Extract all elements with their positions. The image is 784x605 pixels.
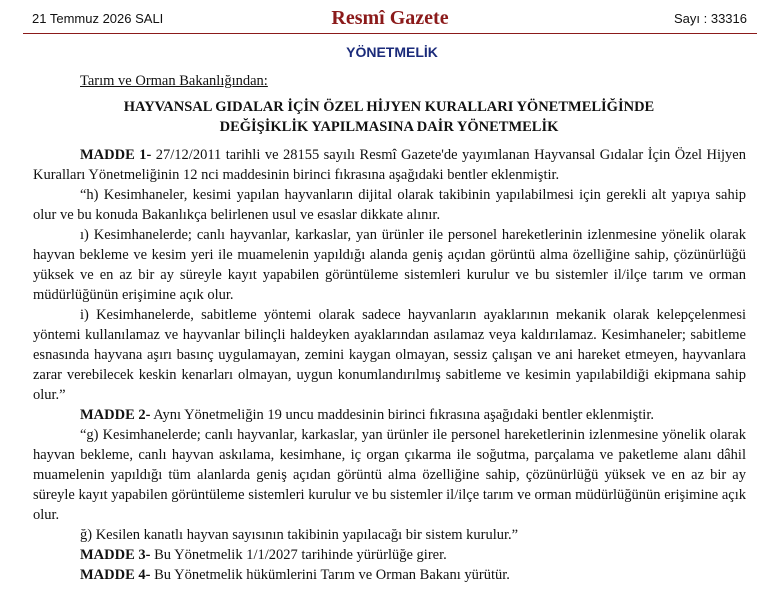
article-2: [33, 405, 746, 425]
regulation-body: [33, 145, 746, 585]
regulation-title-line-1: HAYVANSAL GIDALAR İÇİN ÖZEL HİJYEN KURALLARI YÖNETMELİĞİNDE: [123, 99, 655, 115]
clause-soft-g: ğ) Kesilen kanatlı hayvan sayısının takibinin yapılacağı bir sistem kurulur.”: [80, 527, 519, 543]
clause-g: “g) Kesimhanelerde; canlı hayvanlar, karkaslar, yan ürünler ile personel hareketlerinin izlenmesine yönelik olarak hayvan bekleme, canlı hayvan askılama, kesimhane, iç organ çıkarma ile soğutma, parçalama ve paketleme alanı dâhil muamelenin yapıldığı tüm alanlarda geniş açıdan görüntü alma özelliğine sahip, çözünürlüğü yüksek ve en az bir ay süreyle kayıt yapabilen görüntüleme sistemleri kurulur ve bu sistemler il/ilçe tarım ve orman müdürlüğünün erişimine açık olur.: [33, 427, 746, 523]
clause-i: i) Kesimhanelerde, sabitleme yöntemi olarak sadece hayvanların ayaklarının mekanik olarak kelepçelenmesi yöntemi kullanılamaz ve hayvanlar bilinçli haldeyken ayaklarından asılamaz veya kaldırılamaz. Kesimhaneler; sabitleme esnasında hayvana aşırı basınç uygulamayan, zemini kaygan olmayan, sessiz çalışan ve ani hareket etmeyen, hayvanlara zarar verebilecek keskin kenarları olmayan, uygun konumlandırılmış sabitleme ve kesimin yapılabildiği ekipmana sahip olur.”: [33, 307, 746, 403]
article-4-text: Bu Yönetmelik hükümlerini Tarım ve Orman Bakanı yürütür.: [150, 567, 510, 583]
article-2-text: Aynı Yönetmeliğin 19 uncu maddesinin birinci fıkrasına aşağıdaki bentler eklenmiştir.: [150, 407, 654, 423]
clause-dotless-i: ı) Kesimhanelerde; canlı hayvanlar, karkaslar, yan ürünler ile personel hareketlerinin izlenmesine yönelik olarak hayvan bekleme ve kesim yeri ile muamelenin yapıldığı alanda geniş açıdan görüntü alma özelliğine sahip, çözünürlüğü yüksek ve en az bir ay süreyle kayıt yapabilen görüntüleme sistemleri kurulur ve bu sistemler il/ilçe tarım ve orman müdürlüğünün erişimine açık olur.: [33, 227, 746, 303]
article-1-text: 27/12/2011 tarihli ve 28155 sayılı Resmî Gazete'de yayımlanan Hayvansal Gıdalar İçin Özel Hijyen Kuralları Yönetmeliğinin 12 nci maddesinin birinci fıkrasına aşağıdaki bentler eklenmiştir.: [33, 147, 746, 183]
article-2-label: MADDE 2-: [80, 407, 151, 423]
article-3: [33, 545, 746, 565]
article-3-text: Bu Yönetmelik 1/1/2027 tarihinde yürürlüğe girer.: [150, 547, 447, 563]
article-4-label: MADDE 4-: [80, 567, 151, 583]
article-1-label: MADDE 1-: [80, 147, 152, 163]
gazette-header: [23, 6, 757, 34]
article-1: [33, 145, 746, 185]
article-4: [33, 565, 746, 585]
regulation-title-line-2: DEĞİŞİKLİK YAPILMASINA DAİR YÖNETMELİK: [219, 119, 559, 135]
section-heading: YÖNETMELİK: [346, 44, 438, 60]
issue-number: Sayı : 33316: [674, 11, 747, 26]
ministry-name: Tarım ve Orman Bakanlığından:: [80, 73, 268, 89]
issue-date: 21 Temmuz 2026 SALI: [32, 11, 164, 26]
clause-h: “h) Kesimhaneler, kesimi yapılan hayvanların dijital olarak takibinin yapılabilmesi için gerekli alt yapıya sahip olur ve bu konuda Bakanlıkça belirlenen usul ve esaslar dikkate alınır.: [33, 187, 746, 223]
gazette-title: Resmî Gazete: [331, 7, 449, 29]
article-3-label: MADDE 3-: [80, 547, 151, 563]
